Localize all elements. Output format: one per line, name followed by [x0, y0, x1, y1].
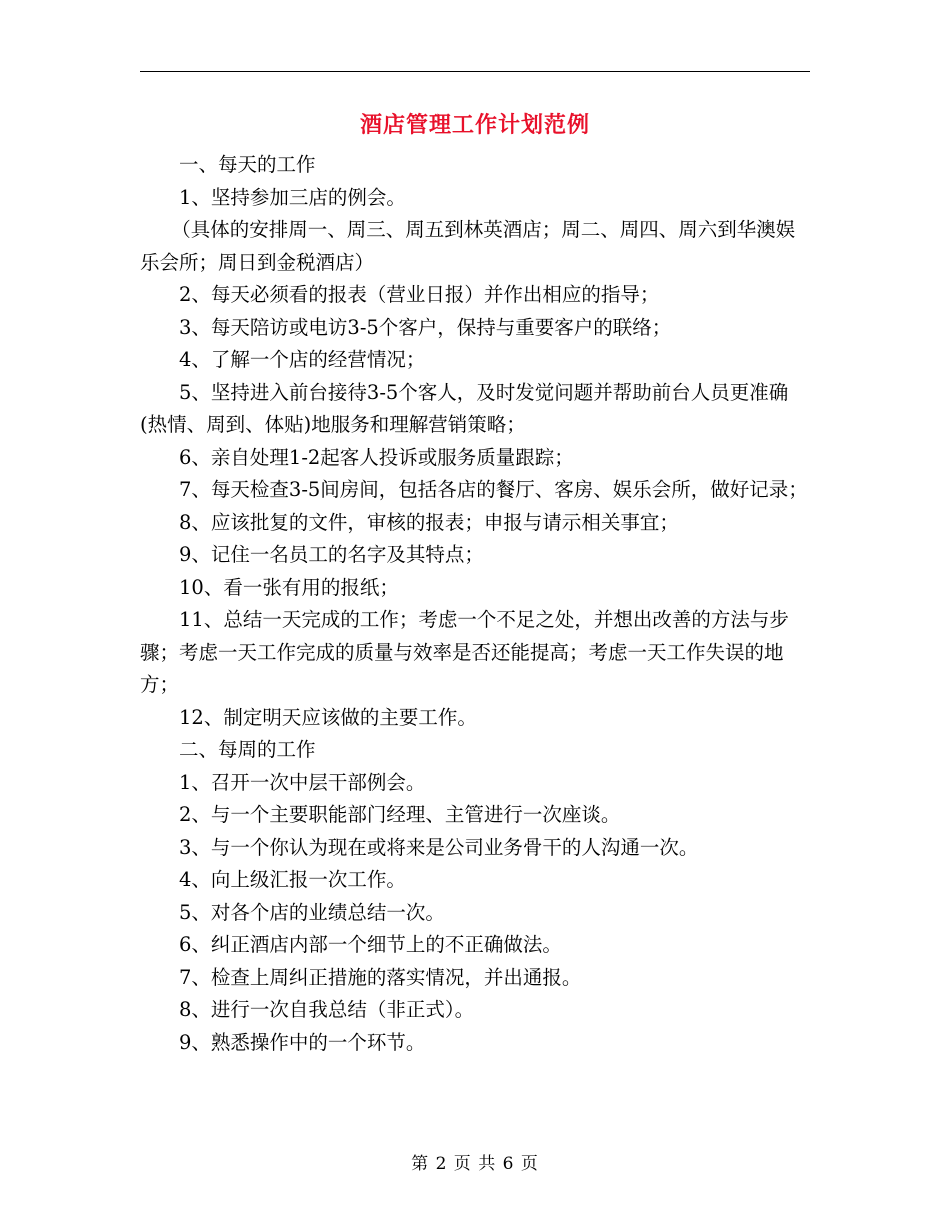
paragraph: 2、与一个主要职能部门经理、主管进行一次座谈。 [179, 803, 621, 826]
paragraph: 7、每天检查3-5间房间，包括各店的餐厅、客房、娱乐会所，做好记录； [179, 478, 808, 501]
paragraph: 5、坚持进入前台接待3-5个客人，及时发觉问题并帮助前台人员更准确(热情、周到、体贴)地服务和理解营销策略； [140, 380, 789, 436]
paragraph: 9、记住一名员工的名字及其特点； [179, 543, 484, 566]
paragraph: 9、熟悉操作中的一个环节。 [179, 1030, 426, 1054]
section-heading-daily: 一、每天的工作 [179, 153, 316, 176]
paragraph: 12、制定明天应该做的主要工作。 [179, 705, 477, 729]
header-rule [140, 71, 810, 72]
paragraph: 11、总结一天完成的工作；考虑一个不足之处，并想出改善的方法与步骤；考虑一天工作完成的质量与效率是否还能提高；考虑一天工作失误的地方； [140, 608, 789, 696]
paragraph: 5、对各个店的业绩总结一次。 [179, 900, 445, 924]
paragraph: 6、纠正酒店内部一个细节上的不正确做法。 [179, 933, 562, 956]
paragraph: 4、了解一个店的经营情况； [179, 348, 426, 371]
page-footer: 第 2 页 共 6 页 [411, 1154, 539, 1174]
paragraph: 3、与一个你认为现在或将来是公司业务骨干的人沟通一次。 [179, 835, 699, 859]
paragraph: 7、检查上周纠正措施的落实情况，并出通报。 [179, 965, 582, 989]
paragraph: 1、坚持参加三店的例会。 [179, 185, 406, 209]
paragraph: 4、向上级汇报一次工作。 [179, 868, 406, 891]
paragraph: 8、进行一次自我总结（非正式）。 [179, 998, 475, 1021]
paragraph: 3、每天陪访或电访3-5个客户，保持与重要客户的联络； [179, 315, 672, 339]
section-heading-weekly: 二、每周的工作 [179, 738, 316, 761]
document-title: 酒店管理工作计划范例 [359, 112, 590, 138]
paragraph: 10、看一张有用的报纸； [179, 575, 399, 599]
paragraph: 2、每天必须看的报表（营业日报）并作出相应的指导； [179, 283, 660, 306]
paragraph: 8、应该批复的文件，审核的报表；申报与请示相关事宜； [179, 510, 679, 534]
paragraph: （具体的安排周一、周三、周五到林英酒店；周二、周四、周六到华澳娱乐会所；周日到金税酒店） [140, 218, 796, 274]
document-body [140, 149, 810, 1059]
paragraph: 1、召开一次中层干部例会。 [179, 770, 426, 794]
paragraph: 6、亲自处理1-2起客人投诉或服务质量跟踪； [179, 445, 574, 469]
